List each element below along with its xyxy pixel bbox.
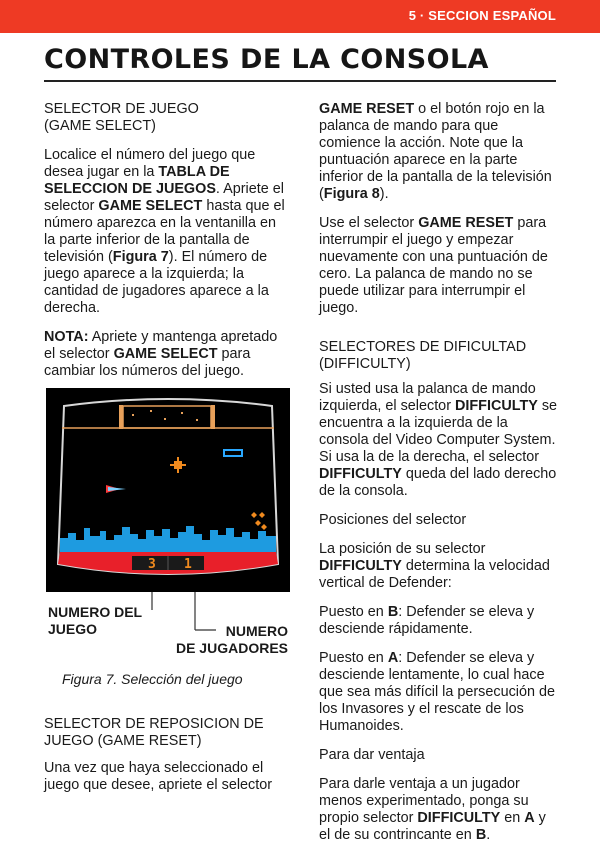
advantage-heading: Para dar ventaja [319,747,425,763]
text-run: ). El número de juego aparece a la izquierda; la cantidad de jugadores aparece a la derecha. [44,249,269,316]
label-game-number [48,604,142,638]
text-run-bold: Figura 7 [112,249,169,265]
position-b-paragraph [319,604,559,638]
difficulty-heading-line2: (DIFFICULTY) [319,356,411,372]
text-run: Use el selector [319,215,419,231]
game-reset-heading [44,716,289,750]
text-run-bold: A [387,650,399,666]
left-column [44,101,289,380]
text-run: Puesto en [319,650,388,666]
text-run-bold: GAME RESET [418,215,514,231]
text-run: Localice el número del juego que desea jugar en la [44,147,256,180]
text-run-bold: DIFFICULTY [417,810,501,826]
text-run-bold: DIFFICULTY [454,398,538,414]
positions-paragraph [319,541,559,592]
section-header-bar [0,0,600,33]
text-run-bold: GAME SELECT [98,198,203,214]
note-label: NOTA: [44,329,89,345]
note-paragraph [44,329,289,380]
advantage-paragraph [319,776,559,844]
text-run: para cambiar los números del juego. [44,346,251,379]
text-run: Si usted usa la palanca de mando izquierda, el selector [319,381,536,414]
game-select-heading-line2: (GAME SELECT) [44,118,156,134]
text-run: Puesto en [319,604,388,620]
text-run-bold: A [524,810,535,826]
game-number-display: 3 [148,557,156,572]
text-run: para interrumpir el juego y empezar nuevamente con una puntuación de cero. La palanca de mando no se puede utilizar para interrumpir el juego. [319,215,548,316]
game-select-heading-line1: SELECTOR DE JUEGO [44,101,199,117]
difficulty-heading [319,339,559,373]
label-game-number-line2: JUEGO [48,621,98,637]
text-run: : Defender se eleva y desciende rápidamente. [319,604,535,637]
game-reset-heading-line2: JUEGO (GAME RESET) [44,733,202,749]
text-run-bold: DIFFICULTY [319,466,402,482]
page-title: CONTROLES DE LA CONSOLA [44,44,489,75]
text-run: . Apriete el selector [44,181,284,214]
text-run: Apriete y mantenga apretado el selector [44,329,278,362]
difficulty-heading-line1: SELECTORES DE DIFICULTAD [319,339,527,355]
text-run: determina la velocidad vertical de Defender: [319,558,550,591]
game-select-paragraph [44,147,289,317]
player-count-display: 1 [184,557,192,572]
title-divider [44,80,556,82]
text-run: en [500,810,525,826]
text-run: . [486,827,491,843]
label-game-number-line1: NUMERO DEL [48,604,143,620]
text-run-bold: TABLA DE SELECCION DE JUEGOS [44,164,230,197]
text-run: queda del lado derecho de la consola. [319,466,557,499]
text-run: hasta que el número aparezca en la ventanilla en la parte inferior de la pantalla de televisión ( [44,198,285,265]
difficulty-paragraph [319,381,559,500]
label-player-count-line2: DE JUGADORES [175,640,288,656]
label-player-count [168,623,288,657]
game-reset-paragraph: Una vez que haya seleccionado el juego que desee, apriete el selector [44,760,273,793]
text-run-bold: GAME RESET [319,101,415,117]
position-a-paragraph [319,650,559,735]
figure-7-game-screen [46,388,290,592]
text-run: : Defender se eleva y desciende lentamente, lo cual hace que sea más difícil la persecución de los Invasores y el rescate de los Humanoides. [319,650,555,734]
text-run-bold: B [387,604,399,620]
text-run-bold: Figura 8 [323,186,380,202]
text-run-bold: GAME SELECT [113,346,218,362]
text-run: La posición de su selector [319,541,486,557]
game-reset-heading-line1: SELECTOR DE REPOSICION DE [44,716,264,732]
text-run: y el de su contrincante en [319,810,546,843]
figure-caption: Figura 7. Selección del juego [62,671,243,687]
text-run: o el botón rojo en la palanca de mando para que comience la acción. Note que la puntuación aparece en la parte inferior de la pantalla de la televisión ( [319,101,552,202]
game-reset-continued-paragraph [319,101,559,203]
left-column-lower [44,716,289,794]
game-select-heading [44,101,289,135]
text-run: ). [379,186,389,202]
text-run-bold: B [475,827,487,843]
text-run: Para darle ventaja a un jugador menos experimentado, ponga su propio selector [319,776,529,826]
game-reset-interrupt-paragraph [319,215,559,317]
text-run: se encuentra a la izquierda de la consola del Video Computer System. Si usa la de la derecha, el selector [319,398,558,465]
section-label: 5 · SECCION ESPAÑOL [408,8,556,23]
label-player-count-line1: NUMERO [225,623,288,639]
right-column [319,101,559,844]
text-run-bold: DIFFICULTY [319,558,402,574]
positions-heading: Posiciones del selector [319,512,467,528]
tv-screen-illustration [46,388,290,592]
